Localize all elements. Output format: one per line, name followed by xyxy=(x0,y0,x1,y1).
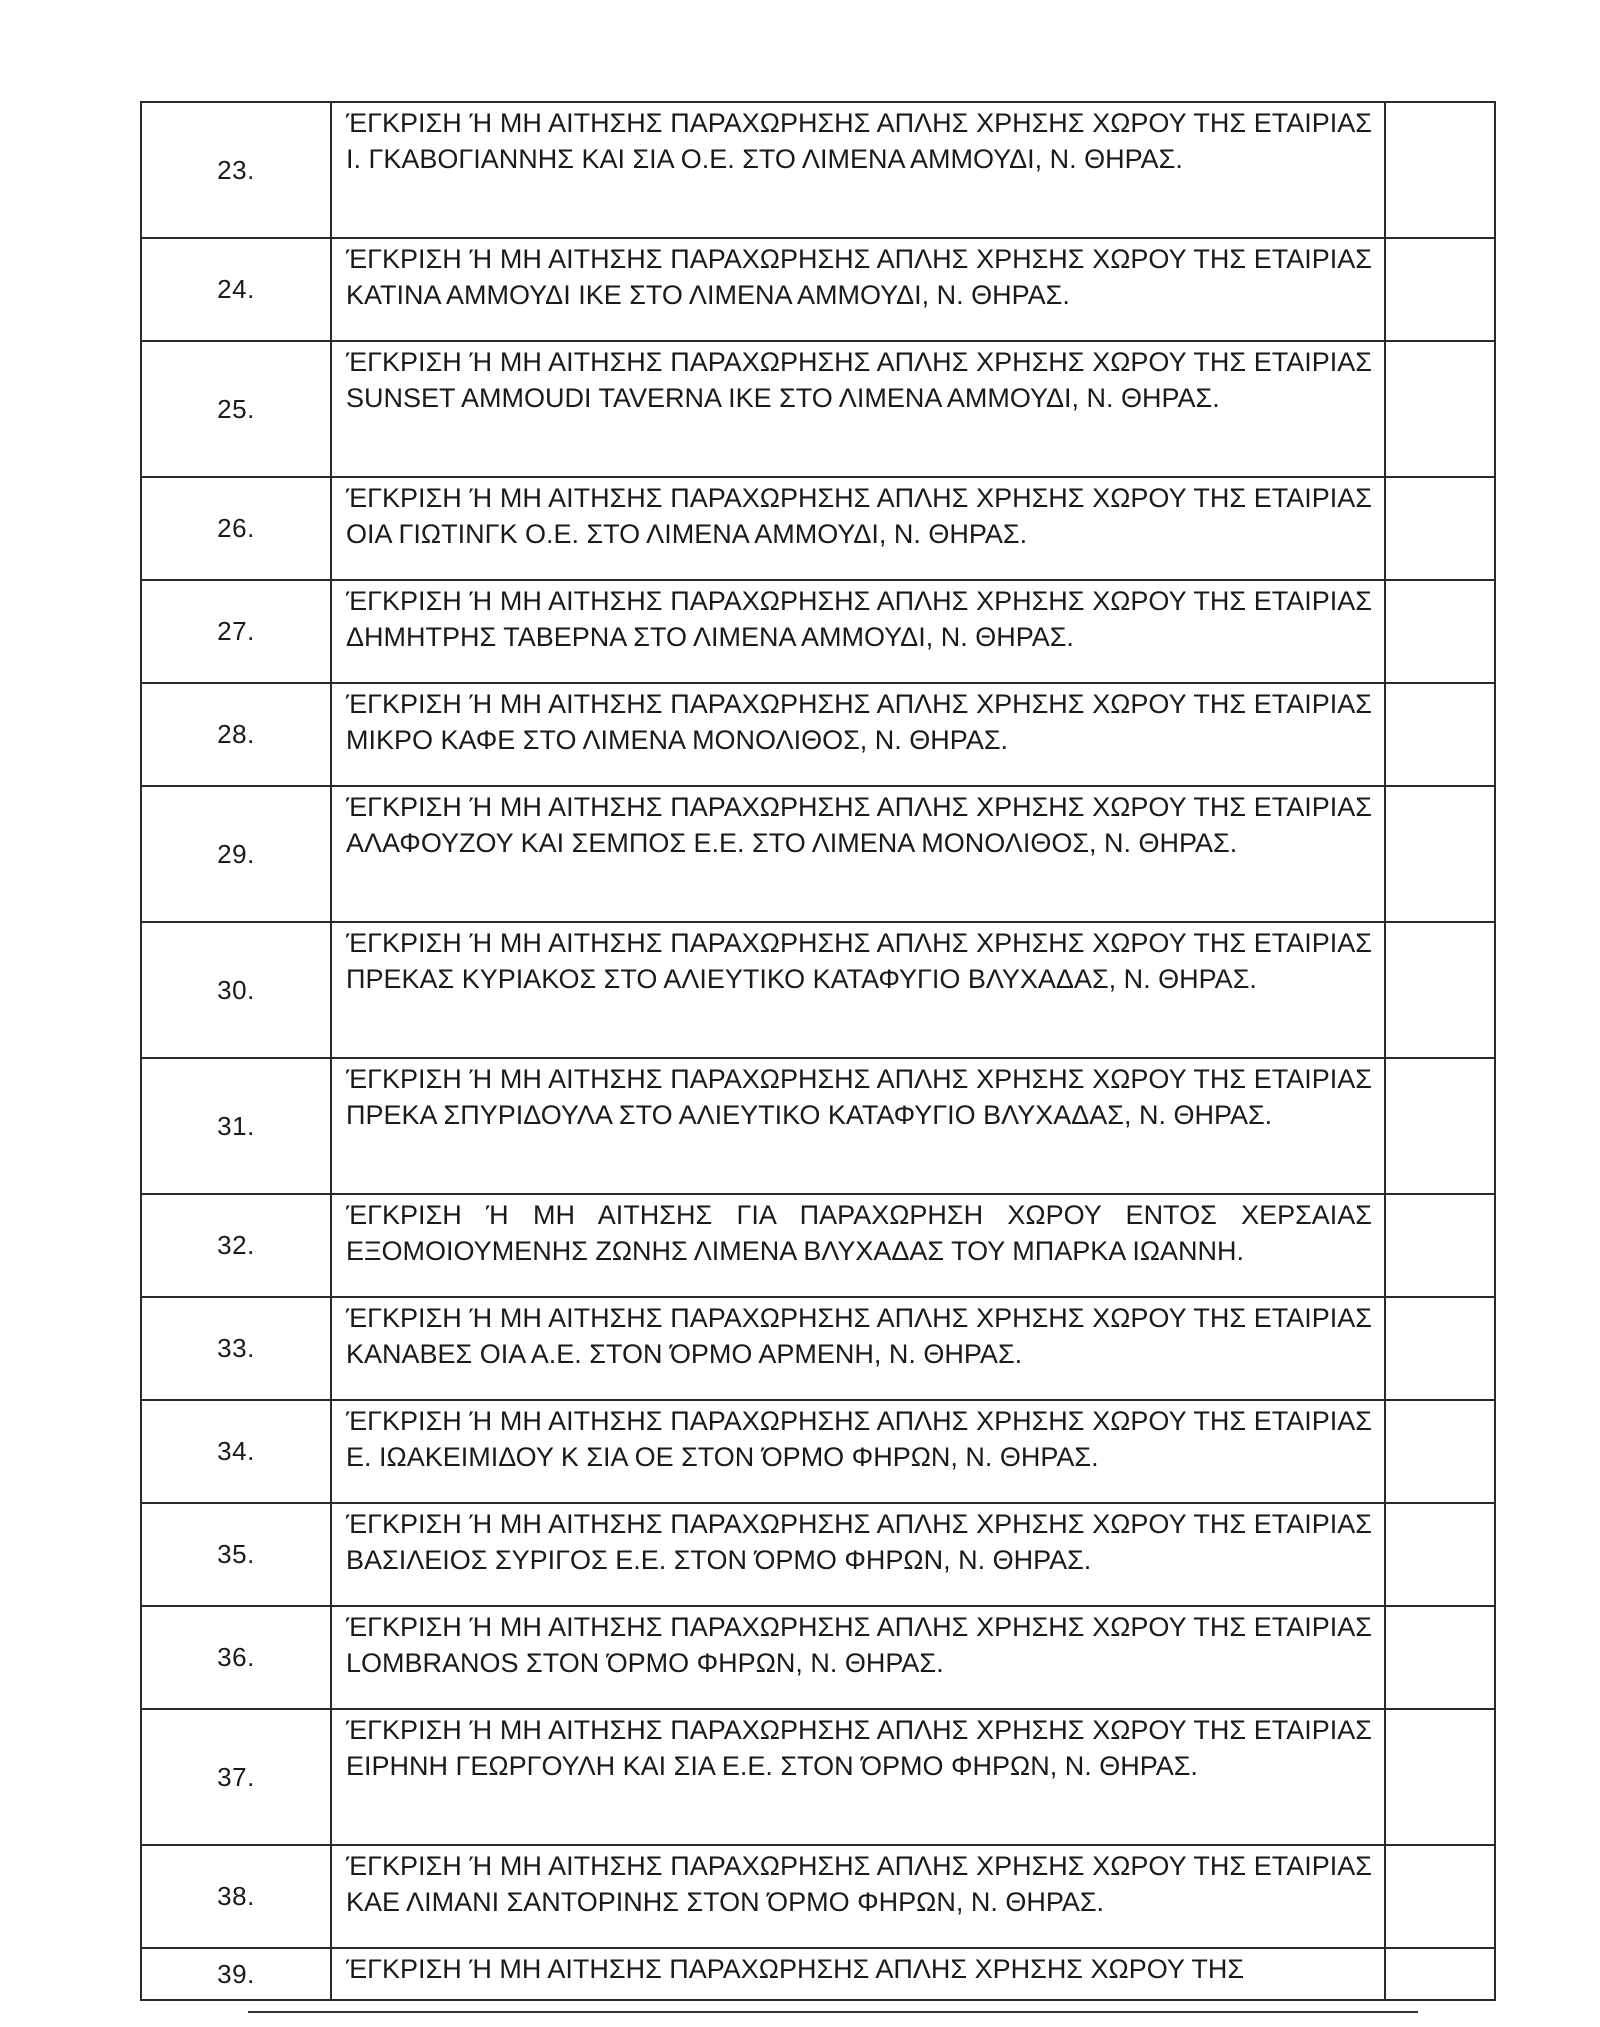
blank-cell xyxy=(1385,477,1495,580)
blank-cell xyxy=(1385,1948,1495,2000)
item-number: 39. xyxy=(141,1948,331,2000)
item-text: ΈΓΚΡΙΣΗ Ή ΜΗ ΑΙΤΗΣΗΣ ΠΑΡΑΧΩΡΗΣΗΣ ΑΠΛΗΣ ΧΡΗΣΗΣ ΧΩΡΟΥ ΤΗΣ xyxy=(346,1954,1245,1984)
item-text: ΈΓΚΡΙΣΗ Ή ΜΗ ΑΙΤΗΣΗΣ ΠΑΡΑΧΩΡΗΣΗΣ ΑΠΛΗΣ ΧΡΗΣΗΣ ΧΩΡΟΥ ΤΗΣ ΕΤΑΙΡΙΑΣ LOMBRANOS ΣΤΟΝ ΌΡΜΟ ΦΗΡΩΝ, Ν. ΘΗΡΑΣ. xyxy=(346,1612,1372,1678)
item-text: ΈΓΚΡΙΣΗ Ή ΜΗ ΑΙΤΗΣΗΣ ΠΑΡΑΧΩΡΗΣΗΣ ΑΠΛΗΣ ΧΡΗΣΗΣ ΧΩΡΟΥ ΤΗΣ ΕΤΑΙΡΙΑΣ ΚΑΝΑΒΕΣ ΟΙΑ Α.Ε. ΣΤΟΝ ΌΡΜΟ ΑΡΜΕΝΗ, Ν. ΘΗΡΑΣ. xyxy=(346,1303,1372,1369)
item-number: 34. xyxy=(141,1400,331,1503)
item-text: ΈΓΚΡΙΣΗ Ή ΜΗ ΑΙΤΗΣΗΣ ΠΑΡΑΧΩΡΗΣΗΣ ΑΠΛΗΣ ΧΡΗΣΗΣ ΧΩΡΟΥ ΤΗΣ ΕΤΑΙΡΙΑΣ ΠΡΕΚΑΣ ΚΥΡΙΑΚΟΣ ΣΤΟ ΑΛΙΕΥΤΙΚΟ ΚΑΤΑΦΥΓΙΟ ΒΛΥΧΑΔΑΣ, Ν. ΘΗΡΑΣ. xyxy=(346,928,1372,994)
agenda-body xyxy=(141,102,1495,2000)
item-text-cell xyxy=(331,1606,1385,1709)
bottom-rule xyxy=(248,2011,1418,2013)
table-row xyxy=(141,786,1495,922)
table-row xyxy=(141,341,1495,477)
table-row xyxy=(141,477,1495,580)
item-text-cell xyxy=(331,1194,1385,1297)
blank-cell xyxy=(1385,1503,1495,1606)
agenda-table xyxy=(140,101,1496,2001)
item-number: 33. xyxy=(141,1297,331,1400)
item-text: ΈΓΚΡΙΣΗ Ή ΜΗ ΑΙΤΗΣΗΣ ΠΑΡΑΧΩΡΗΣΗΣ ΑΠΛΗΣ ΧΡΗΣΗΣ ΧΩΡΟΥ ΤΗΣ ΕΤΑΙΡΙΑΣ ΔΗΜΗΤΡΗΣ ΤΑΒΕΡΝΑ ΣΤΟ ΛΙΜΕΝΑ ΑΜΜΟΥΔΙ, Ν. ΘΗΡΑΣ. xyxy=(346,586,1372,652)
item-number: 38. xyxy=(141,1845,331,1948)
item-text-cell xyxy=(331,786,1385,922)
table-row xyxy=(141,683,1495,786)
item-text-cell xyxy=(331,922,1385,1058)
blank-cell xyxy=(1385,1709,1495,1845)
item-number: 25. xyxy=(141,341,331,477)
item-number: 29. xyxy=(141,786,331,922)
item-text-cell xyxy=(331,477,1385,580)
item-text: ΈΓΚΡΙΣΗ Ή ΜΗ ΑΙΤΗΣΗΣ ΠΑΡΑΧΩΡΗΣΗΣ ΑΠΛΗΣ ΧΡΗΣΗΣ ΧΩΡΟΥ ΤΗΣ ΕΤΑΙΡΙΑΣ SUNSET AMMOUDI TAVERNA ΙΚΕ ΣΤΟ ΛΙΜΕΝΑ ΑΜΜΟΥΔΙ, Ν. ΘΗΡΑΣ. xyxy=(346,347,1372,413)
blank-cell xyxy=(1385,683,1495,786)
table-row xyxy=(141,1058,1495,1194)
item-number: 27. xyxy=(141,580,331,683)
blank-cell xyxy=(1385,238,1495,341)
item-text: ΈΓΚΡΙΣΗ Ή ΜΗ ΑΙΤΗΣΗΣ ΠΑΡΑΧΩΡΗΣΗΣ ΑΠΛΗΣ ΧΡΗΣΗΣ ΧΩΡΟΥ ΤΗΣ ΕΤΑΙΡΙΑΣ ΚΑΤΙΝΑ ΑΜΜΟΥΔΙ ΙΚΕ ΣΤΟ ΛΙΜΕΝΑ ΑΜΜΟΥΔΙ, Ν. ΘΗΡΑΣ. xyxy=(346,244,1372,310)
item-text-cell xyxy=(331,102,1385,238)
item-text: ΈΓΚΡΙΣΗ Ή ΜΗ ΑΙΤΗΣΗΣ ΠΑΡΑΧΩΡΗΣΗΣ ΑΠΛΗΣ ΧΡΗΣΗΣ ΧΩΡΟΥ ΤΗΣ ΕΤΑΙΡΙΑΣ ΕΙΡΗΝΗ ΓΕΩΡΓΟΥΛΗ ΚΑΙ ΣΙΑ Ε.Ε. ΣΤΟΝ ΌΡΜΟ ΦΗΡΩΝ, Ν. ΘΗΡΑΣ. xyxy=(346,1715,1372,1781)
blank-cell xyxy=(1385,1297,1495,1400)
item-number: 36. xyxy=(141,1606,331,1709)
item-text: ΈΓΚΡΙΣΗ Ή ΜΗ ΑΙΤΗΣΗΣ ΠΑΡΑΧΩΡΗΣΗΣ ΑΠΛΗΣ ΧΡΗΣΗΣ ΧΩΡΟΥ ΤΗΣ ΕΤΑΙΡΙΑΣ ΟΙΑ ΓΙΩΤΙΝΓΚ Ο.Ε. ΣΤΟ ΛΙΜΕΝΑ ΑΜΜΟΥΔΙ, Ν. ΘΗΡΑΣ. xyxy=(346,483,1372,549)
item-text-cell xyxy=(331,1845,1385,1948)
table-row xyxy=(141,1709,1495,1845)
item-text-cell xyxy=(331,580,1385,683)
item-number: 26. xyxy=(141,477,331,580)
blank-cell xyxy=(1385,1845,1495,1948)
item-number: 24. xyxy=(141,238,331,341)
blank-cell xyxy=(1385,922,1495,1058)
item-text-cell xyxy=(331,1297,1385,1400)
table-row xyxy=(141,1606,1495,1709)
item-text: ΈΓΚΡΙΣΗ Ή ΜΗ ΑΙΤΗΣΗΣ ΠΑΡΑΧΩΡΗΣΗΣ ΑΠΛΗΣ ΧΡΗΣΗΣ ΧΩΡΟΥ ΤΗΣ ΕΤΑΙΡΙΑΣ ΠΡΕΚΑ ΣΠΥΡΙΔΟΥΛΑ ΣΤΟ ΑΛΙΕΥΤΙΚΟ ΚΑΤΑΦΥΓΙΟ ΒΛΥΧΑΔΑΣ, Ν. ΘΗΡΑΣ. xyxy=(346,1064,1372,1130)
blank-cell xyxy=(1385,1400,1495,1503)
table-row xyxy=(141,238,1495,341)
table-row xyxy=(141,1845,1495,1948)
table-row xyxy=(141,580,1495,683)
blank-cell xyxy=(1385,102,1495,238)
blank-cell xyxy=(1385,1606,1495,1709)
table-row xyxy=(141,1400,1495,1503)
item-text: ΈΓΚΡΙΣΗ Ή ΜΗ ΑΙΤΗΣΗΣ ΠΑΡΑΧΩΡΗΣΗΣ ΑΠΛΗΣ ΧΡΗΣΗΣ ΧΩΡΟΥ ΤΗΣ ΕΤΑΙΡΙΑΣ ΚΑΕ ΛΙΜΑΝΙ ΣΑΝΤΟΡΙΝΗΣ ΣΤΟΝ ΌΡΜΟ ΦΗΡΩΝ, Ν. ΘΗΡΑΣ. xyxy=(346,1851,1372,1917)
item-text: ΈΓΚΡΙΣΗ Ή ΜΗ ΑΙΤΗΣΗΣ ΠΑΡΑΧΩΡΗΣΗΣ ΑΠΛΗΣ ΧΡΗΣΗΣ ΧΩΡΟΥ ΤΗΣ ΕΤΑΙΡΙΑΣ Ε. ΙΩΑΚΕΙΜΙΔΟΥ Κ ΣΙΑ ΟΕ ΣΤΟΝ ΌΡΜΟ ΦΗΡΩΝ, Ν. ΘΗΡΑΣ. xyxy=(346,1406,1372,1472)
item-text-cell xyxy=(331,238,1385,341)
item-text-cell xyxy=(331,1058,1385,1194)
item-text-cell xyxy=(331,341,1385,477)
item-text-cell xyxy=(331,1948,1385,2000)
item-number: 35. xyxy=(141,1503,331,1606)
item-number: 31. xyxy=(141,1058,331,1194)
item-text-cell xyxy=(331,1709,1385,1845)
blank-cell xyxy=(1385,786,1495,922)
table-row xyxy=(141,1948,1495,2000)
item-number: 37. xyxy=(141,1709,331,1845)
item-text-cell xyxy=(331,1400,1385,1503)
blank-cell xyxy=(1385,1058,1495,1194)
item-text: ΈΓΚΡΙΣΗ Ή ΜΗ ΑΙΤΗΣΗΣ ΠΑΡΑΧΩΡΗΣΗΣ ΑΠΛΗΣ ΧΡΗΣΗΣ ΧΩΡΟΥ ΤΗΣ ΕΤΑΙΡΙΑΣ ΒΑΣΙΛΕΙΟΣ ΣΥΡΙΓΟΣ Ε.Ε. ΣΤΟΝ ΌΡΜΟ ΦΗΡΩΝ, Ν. ΘΗΡΑΣ. xyxy=(346,1509,1372,1575)
blank-cell xyxy=(1385,580,1495,683)
item-text: ΈΓΚΡΙΣΗ Ή ΜΗ ΑΙΤΗΣΗΣ ΓΙΑ ΠΑΡΑΧΩΡΗΣΗ ΧΩΡΟΥ ΕΝΤΟΣ ΧΕΡΣΑΙΑΣ ΕΞΟΜΟΙΟΥΜΕΝΗΣ ΖΩΝΗΣ ΛΙΜΕΝΑ ΒΛΥΧΑΔΑΣ ΤΟΥ ΜΠΑΡΚΑ ΙΩΑΝΝΗ. xyxy=(346,1200,1372,1266)
item-number: 30. xyxy=(141,922,331,1058)
item-number: 23. xyxy=(141,102,331,238)
item-text: ΈΓΚΡΙΣΗ Ή ΜΗ ΑΙΤΗΣΗΣ ΠΑΡΑΧΩΡΗΣΗΣ ΑΠΛΗΣ ΧΡΗΣΗΣ ΧΩΡΟΥ ΤΗΣ ΕΤΑΙΡΙΑΣ ΑΛΑΦΟΥΖΟΥ ΚΑΙ ΣΕΜΠΟΣ Ε.Ε. ΣΤΟ ΛΙΜΕΝΑ ΜΟΝΟΛΙΘΟΣ, Ν. ΘΗΡΑΣ. xyxy=(346,792,1372,858)
table-row xyxy=(141,1194,1495,1297)
table-row xyxy=(141,1503,1495,1606)
blank-cell xyxy=(1385,1194,1495,1297)
table-row xyxy=(141,102,1495,238)
item-number: 32. xyxy=(141,1194,331,1297)
item-text: ΈΓΚΡΙΣΗ Ή ΜΗ ΑΙΤΗΣΗΣ ΠΑΡΑΧΩΡΗΣΗΣ ΑΠΛΗΣ ΧΡΗΣΗΣ ΧΩΡΟΥ ΤΗΣ ΕΤΑΙΡΙΑΣ Ι. ΓΚΑΒΟΓΙΑΝΝΗΣ ΚΑΙ ΣΙΑ Ο.Ε. ΣΤΟ ΛΙΜΕΝΑ ΑΜΜΟΥΔΙ, Ν. ΘΗΡΑΣ. xyxy=(346,108,1372,174)
item-text-cell xyxy=(331,1503,1385,1606)
table-row xyxy=(141,922,1495,1058)
item-text-cell xyxy=(331,683,1385,786)
table-row xyxy=(141,1297,1495,1400)
item-number: 28. xyxy=(141,683,331,786)
blank-cell xyxy=(1385,341,1495,477)
item-text: ΈΓΚΡΙΣΗ Ή ΜΗ ΑΙΤΗΣΗΣ ΠΑΡΑΧΩΡΗΣΗΣ ΑΠΛΗΣ ΧΡΗΣΗΣ ΧΩΡΟΥ ΤΗΣ ΕΤΑΙΡΙΑΣ ΜΙΚΡΟ ΚΑΦΕ ΣΤΟ ΛΙΜΕΝΑ ΜΟΝΟΛΙΘΟΣ, Ν. ΘΗΡΑΣ. xyxy=(346,689,1372,755)
